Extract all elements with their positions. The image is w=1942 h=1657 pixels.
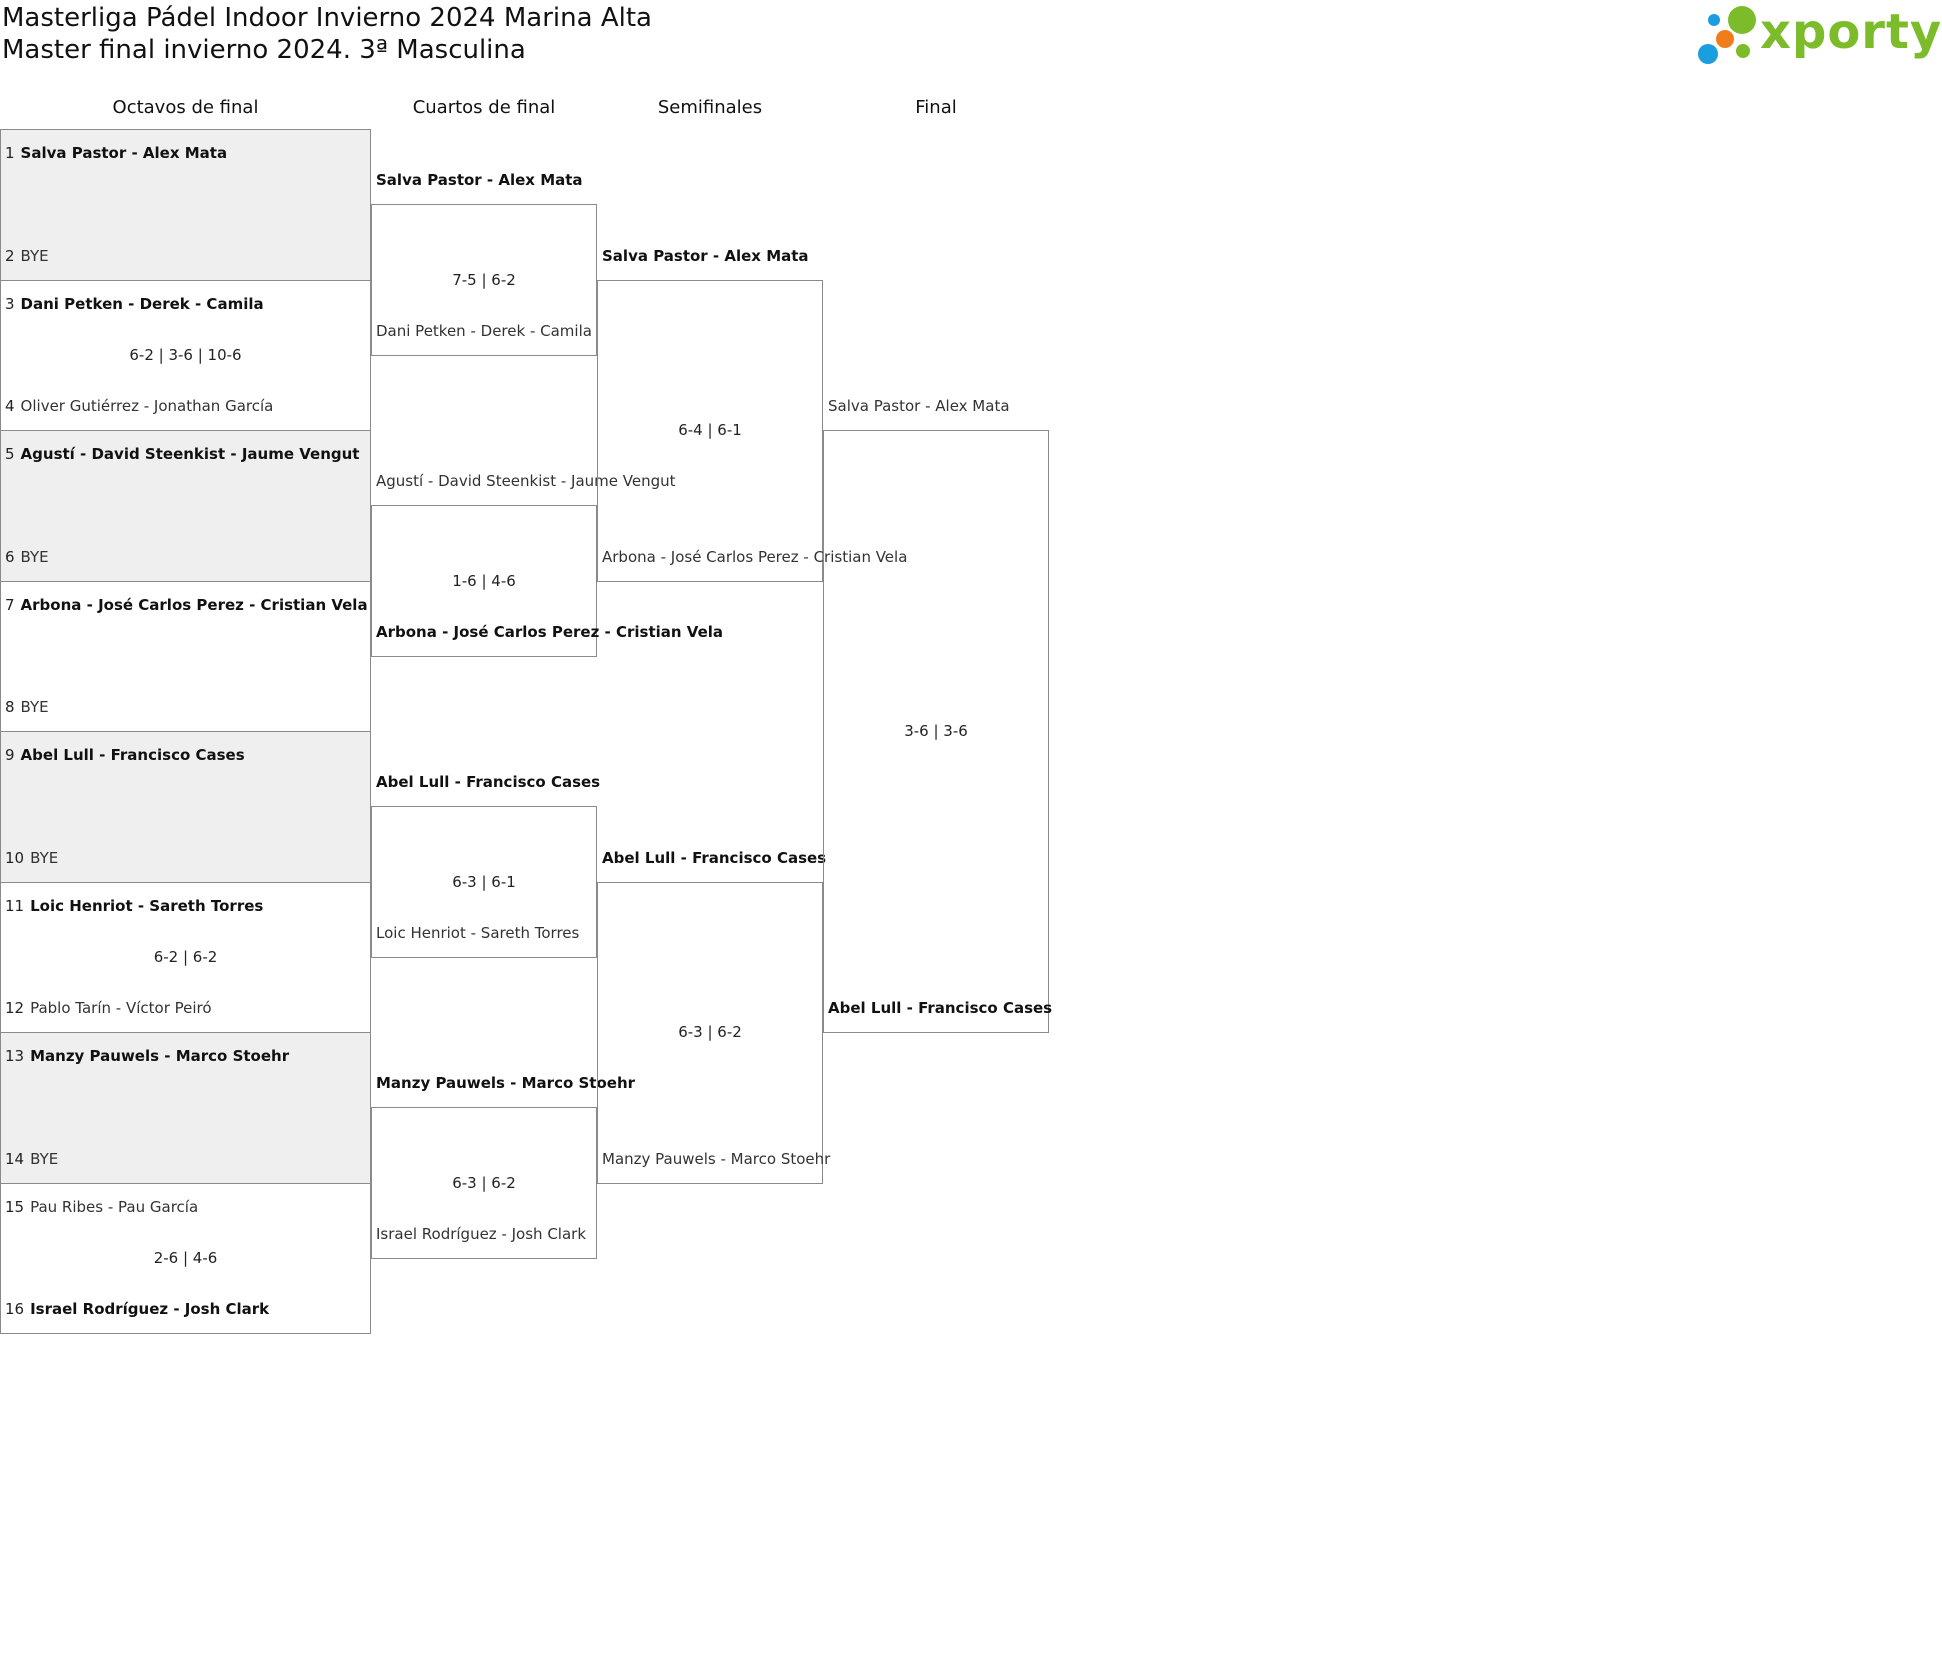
qf-match-score: 6-3 | 6-2	[452, 1173, 516, 1192]
team-name: Salva Pastor - Alex Mata	[828, 397, 1010, 415]
team-seed: 1	[5, 144, 15, 162]
team-seed: 14	[5, 1149, 25, 1168]
sf-match-score: 6-4 | 6-1	[678, 421, 742, 439]
team-seed: 10	[5, 848, 25, 867]
final-team-line[interactable]	[828, 996, 1053, 1020]
team-seed: 12	[5, 999, 25, 1017]
team-name: Agustí - David Steenkist - Jaume Vengut	[20, 445, 360, 463]
team-name: Dani Petken - Derek - Camila	[20, 294, 264, 313]
page-subtitle: Master final invierno 2024. 3ª Masculina	[2, 35, 526, 65]
r16-team-line[interactable]	[5, 894, 370, 918]
team-seed: 6	[5, 547, 15, 566]
team-name: BYE	[20, 246, 49, 265]
r16-team-line[interactable]	[5, 141, 370, 165]
sf-team-line[interactable]	[602, 1147, 831, 1171]
r16-team-line[interactable]	[5, 244, 370, 268]
team-name: Salva Pastor - Alex Mata	[376, 171, 583, 190]
r16-team-line[interactable]	[5, 695, 370, 719]
team-seed: 16	[5, 1300, 25, 1318]
team-name: Manzy Pauwels - Marco Stoehr	[602, 1149, 831, 1168]
team-name: Arbona - José Carlos Perez - Cristian Vela	[376, 622, 724, 641]
final-match-score: 3-6 | 3-6	[904, 722, 968, 740]
qf-match-score: 6-3 | 6-1	[452, 872, 516, 891]
r16-team-line[interactable]	[5, 442, 370, 466]
qf-match-score: 1-6 | 4-6	[452, 571, 516, 590]
logo-dot-blue-icon	[1698, 44, 1718, 64]
team-name: BYE	[30, 848, 59, 867]
team-name: Manzy Pauwels - Marco Stoehr	[376, 1074, 636, 1093]
team-name: Salva Pastor - Alex Mata	[20, 144, 228, 162]
round-title-cuartos: Cuartos de final	[412, 97, 556, 118]
team-name: Dani Petken - Derek - Camila	[376, 321, 592, 340]
qf-team-line[interactable]	[376, 168, 596, 192]
team-name: Oliver Gutiérrez - Jonathan García	[20, 397, 274, 415]
team-seed: 9	[5, 746, 15, 764]
team-seed: 2	[5, 246, 15, 265]
round-title-semifinales: Semifinales	[657, 97, 763, 118]
team-name: BYE	[20, 547, 49, 566]
xporty-logo	[1698, 0, 1942, 74]
team-name: Pau Ribes - Pau García	[30, 1197, 199, 1216]
team-name: Abel Lull - Francisco Cases	[20, 746, 245, 764]
r16-team-line[interactable]	[5, 1044, 370, 1068]
r16-team-line[interactable]	[5, 1195, 370, 1219]
team-seed: 5	[5, 445, 15, 463]
qf-team-line[interactable]	[376, 620, 724, 644]
qf-team-line[interactable]	[376, 319, 596, 343]
page-title: Masterliga Pádel Indoor Invierno 2024 Marina Alta	[2, 3, 652, 33]
team-seed: 13	[5, 1047, 25, 1065]
logo-dot-blue-small-icon	[1708, 14, 1720, 26]
team-name: Pablo Tarín - Víctor Peiró	[30, 999, 212, 1017]
team-seed: 3	[5, 294, 15, 313]
qf-team-line[interactable]	[376, 1222, 596, 1246]
r16-team-line[interactable]	[5, 996, 370, 1020]
r16-team-line[interactable]	[5, 545, 370, 569]
team-name: Agustí - David Steenkist - Jaume Vengut	[376, 472, 676, 491]
final-team-line[interactable]	[828, 394, 1048, 418]
team-name: BYE	[20, 698, 49, 716]
r16-team-line[interactable]	[5, 1297, 370, 1321]
qf-team-line[interactable]	[376, 1071, 636, 1095]
team-name: Loic Henriot - Sareth Torres	[376, 923, 580, 942]
team-seed: 11	[5, 896, 25, 915]
team-name: Abel Lull - Francisco Cases	[602, 848, 827, 867]
r16-team-line[interactable]	[5, 292, 370, 316]
logo-dot-green-icon	[1728, 6, 1756, 34]
team-name: Abel Lull - Francisco Cases	[828, 999, 1053, 1017]
team-name: Abel Lull - Francisco Cases	[376, 773, 601, 792]
qf-match-score: 7-5 | 6-2	[452, 270, 516, 289]
r16-team-line[interactable]	[5, 394, 370, 418]
sf-team-line[interactable]	[602, 545, 908, 569]
team-name: Arbona - José Carlos Perez - Cristian Vela	[602, 547, 908, 566]
r16-match-score: 2-6 | 4-6	[153, 1248, 218, 1267]
team-seed: 15	[5, 1197, 25, 1216]
sf-team-line[interactable]	[602, 846, 827, 870]
team-name: Salva Pastor - Alex Mata	[602, 246, 809, 265]
qf-team-line[interactable]	[376, 921, 596, 945]
logo-dot-orange-icon	[1716, 30, 1734, 48]
r16-team-line[interactable]	[5, 1147, 370, 1171]
round-title-octavos: Octavos de final	[112, 97, 259, 118]
round-title-final: Final	[915, 97, 957, 118]
team-seed: 4	[5, 397, 15, 415]
r16-match-score: 6-2 | 3-6 | 10-6	[129, 345, 242, 364]
logo-dot-green-small-icon	[1736, 44, 1750, 58]
logo-wordmark: xporty	[1760, 4, 1942, 60]
team-name: Arbona - José Carlos Perez - Cristian Vela	[20, 595, 368, 614]
team-seed: 7	[5, 595, 15, 614]
team-seed: 8	[5, 698, 15, 716]
r16-match-score: 6-2 | 6-2	[153, 947, 218, 966]
team-name: BYE	[30, 1149, 59, 1168]
qf-team-line[interactable]	[376, 469, 676, 493]
sf-match-score: 6-3 | 6-2	[678, 1023, 742, 1041]
qf-team-line[interactable]	[376, 770, 601, 794]
r16-team-line[interactable]	[5, 743, 370, 767]
sf-team-line[interactable]	[602, 244, 822, 268]
team-name: Manzy Pauwels - Marco Stoehr	[30, 1047, 290, 1065]
r16-team-line[interactable]	[5, 846, 370, 870]
team-name: Israel Rodríguez - Josh Clark	[30, 1300, 270, 1318]
team-name: Loic Henriot - Sareth Torres	[30, 896, 264, 915]
r16-team-line[interactable]	[5, 593, 370, 617]
team-name: Israel Rodríguez - Josh Clark	[376, 1224, 586, 1243]
